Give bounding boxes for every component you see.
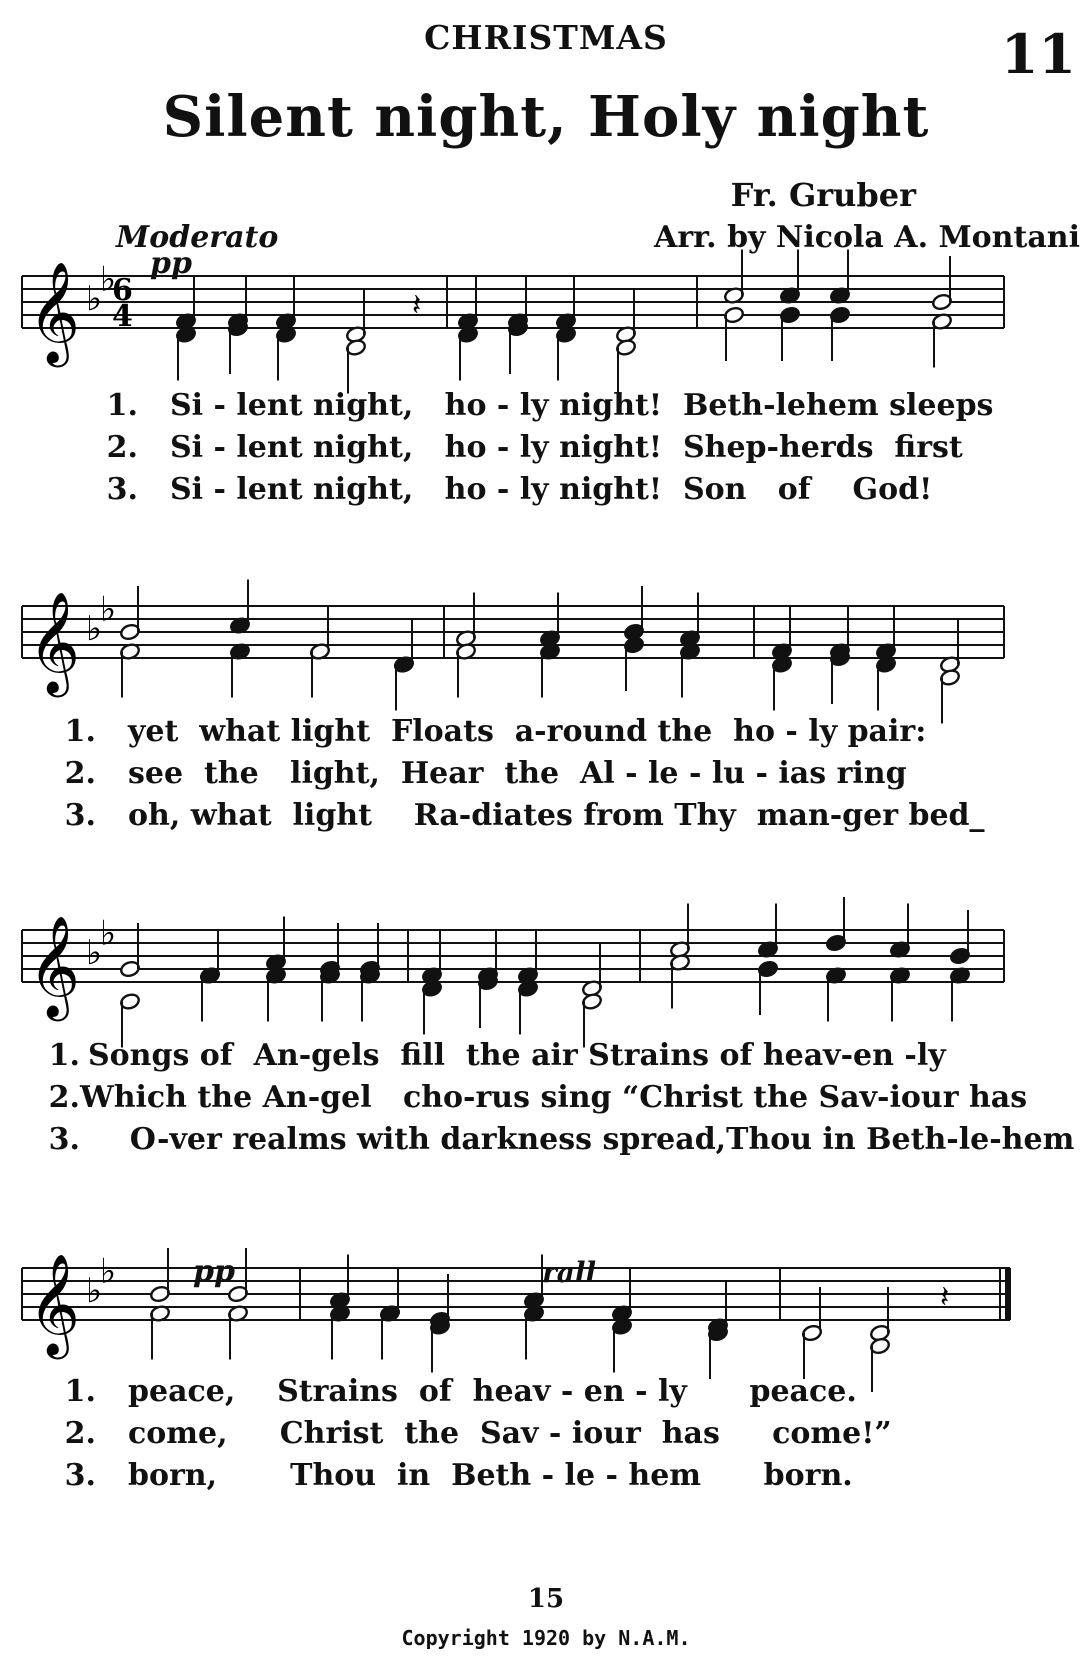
flat-sign: ♭ xyxy=(86,609,103,649)
arranger-credit: Arr. by Nicola A. Montani xyxy=(654,220,1080,255)
flat-sign: ♭ xyxy=(100,259,117,300)
lyric-text: Which the An-gel cho-rus sing “Christ the Sav-iour has xyxy=(80,1080,1028,1115)
lyric-text: Songs of An-gels fill the air Strains of heav-en -ly xyxy=(88,1038,946,1073)
verse-number: 1. xyxy=(106,388,138,423)
lyric-verse-3 xyxy=(0,1458,1092,1500)
lyric-text: Si - lent night, ho - ly night! Beth-lehem sleeps xyxy=(170,388,994,423)
flat-sign: ♭ xyxy=(100,589,117,630)
quarter-rest: 𝄽 xyxy=(412,288,422,323)
lyric-verse-3 xyxy=(0,472,1092,514)
lyric-text: come, Christ the Sav - iour has come!” xyxy=(128,1416,892,1451)
lyric-text: yet what light Floats a-round the ho - ly pair: xyxy=(128,714,927,749)
final-barline-thick xyxy=(1005,1268,1011,1320)
lyric-verse-2 xyxy=(0,430,1092,472)
staff-system-3 xyxy=(0,894,1092,1044)
treble-clef: 𝄞 xyxy=(28,914,81,1017)
lyric-verse-2 xyxy=(0,756,1092,798)
hymn-title: Silent night, Holy night xyxy=(162,84,930,150)
time-signature-top: 6 xyxy=(112,273,133,308)
lyric-verse-1 xyxy=(0,1374,1092,1416)
lyric-verse-2 xyxy=(0,1416,1092,1458)
lyric-text: born, Thou in Beth - le - hem born. xyxy=(128,1458,853,1493)
verse-number: 1. xyxy=(64,714,96,749)
dynamic-pp-final: pp xyxy=(193,1254,235,1289)
verse-number: 3. xyxy=(48,1122,80,1157)
verse-number: 3. xyxy=(64,1458,96,1493)
lyric-text: oh, what light Ra-diates from Thy man-ger bed_ xyxy=(128,798,985,833)
lyric-text: Si - lent night, ho - ly night! Shep-herds first xyxy=(170,430,963,465)
lyric-verse-3 xyxy=(0,1122,1092,1164)
flat-sign: ♭ xyxy=(86,933,103,973)
staff-system-2 xyxy=(0,570,1092,720)
page-number: 15 xyxy=(527,1584,565,1614)
lyric-verse-3 xyxy=(0,798,1092,840)
verse-number: 1. xyxy=(48,1038,80,1073)
verse-number: 3. xyxy=(64,798,96,833)
verse-number: 2. xyxy=(64,756,96,791)
lyrics-system-3 xyxy=(0,1038,1092,1164)
treble-clef: 𝄞 xyxy=(28,260,81,363)
dynamic-pp-start: pp xyxy=(150,246,192,281)
flat-sign: ♭ xyxy=(100,1251,117,1292)
hymn-number: 11 xyxy=(1000,22,1076,86)
staff-system-4 xyxy=(0,1232,1092,1382)
section-heading: CHRISTMAS xyxy=(424,18,668,57)
lyric-text: peace, Strains of heav - en - ly peace. xyxy=(128,1374,857,1409)
flat-sign: ♭ xyxy=(86,1271,103,1311)
time-signature-bottom: 4 xyxy=(112,299,133,334)
lyric-verse-1 xyxy=(0,714,1092,756)
verse-number: 2. xyxy=(48,1080,80,1115)
verse-number: 1. xyxy=(64,1374,96,1409)
verse-number: 2. xyxy=(64,1416,96,1451)
verse-number: 3. xyxy=(106,472,138,507)
lyric-verse-1 xyxy=(0,388,1092,430)
composer-credit: Fr. Gruber xyxy=(730,176,916,214)
treble-clef: 𝄞 xyxy=(28,590,81,693)
lyric-verse-2 xyxy=(0,1080,1092,1122)
lyrics-system-1 xyxy=(0,388,1092,514)
lyrics-system-2 xyxy=(0,714,1092,840)
treble-clef: 𝄞 xyxy=(28,1252,81,1355)
rallentando-marking: rall xyxy=(542,1256,597,1289)
copyright-notice: Copyright 1920 by N.A.M. xyxy=(401,1626,691,1650)
lyric-text: see the light, Hear the Al - le - lu - ias ring xyxy=(128,756,907,791)
quarter-rest: 𝄽 xyxy=(940,1280,950,1315)
lyric-text: Si - lent night, ho - ly night! Son of God! xyxy=(170,472,933,507)
lyric-text: O-ver realms with darkness spread,Thou in Beth-le-hem xyxy=(88,1122,1075,1157)
staff-system-1 xyxy=(0,240,1092,390)
verse-number: 2. xyxy=(106,430,138,465)
tempo-marking: Moderato xyxy=(116,220,279,255)
lyric-verse-1 xyxy=(0,1038,1092,1080)
flat-sign: ♭ xyxy=(100,913,117,954)
lyrics-system-4 xyxy=(0,1374,1092,1500)
flat-sign: ♭ xyxy=(86,279,103,319)
